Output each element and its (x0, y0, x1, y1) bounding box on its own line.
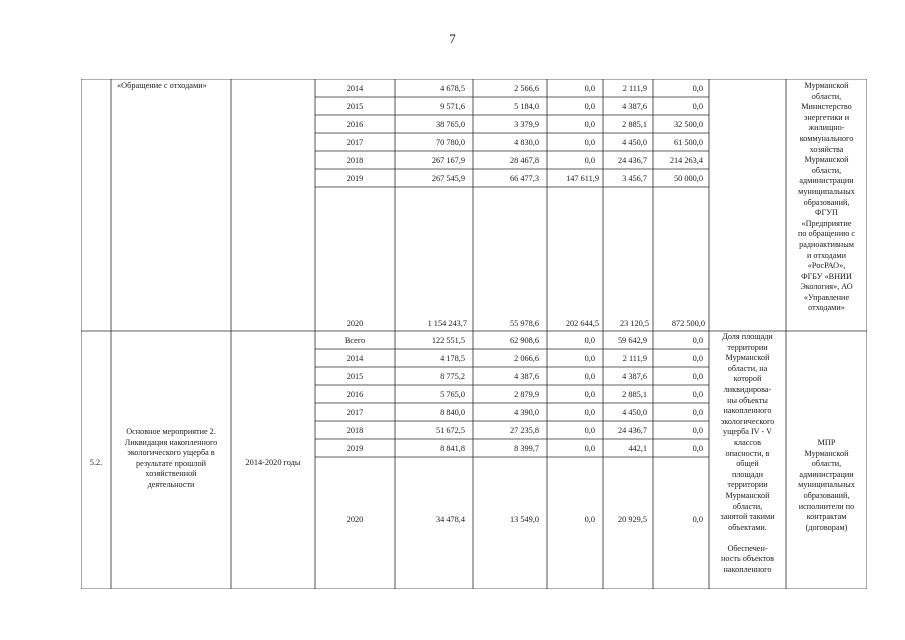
executor-line: МПР (817, 438, 836, 447)
value-cell: 8 841,8 (440, 444, 465, 453)
value-cell: 0,0 (584, 336, 595, 345)
executor-line: Мурманской (804, 155, 849, 165)
executor-line: контрактам (806, 512, 847, 522)
executor-line: по обращению с (797, 229, 855, 239)
event-name-line: хозяйственной (145, 469, 197, 479)
value-cell: 122 551,5 (431, 336, 465, 345)
value-cell: 50 000,0 (673, 174, 703, 183)
value-cell: 23 120,5 (619, 319, 649, 328)
executor-line: ФГБУ «ВНИИ (801, 271, 852, 281)
value-cell: 59 642,9 (617, 336, 647, 345)
year-cell: 2019 (346, 444, 364, 453)
indicator-line: области, (732, 501, 763, 511)
year-cell: 2019 (346, 174, 364, 183)
value-cell: 2 111,9 (622, 354, 647, 363)
value-cell: 202 644,5 (565, 319, 599, 328)
value-cell: 0,0 (692, 102, 703, 111)
value-cell: 0,0 (584, 354, 595, 363)
year-cell: 2020 (346, 319, 364, 328)
value-cell: 9 571,6 (440, 102, 465, 111)
indicators-text (711, 332, 784, 576)
executor-line: области, (811, 91, 842, 101)
indicator-line: ны объекты (727, 395, 768, 405)
executor-line: коммунального (799, 133, 854, 143)
year-cell: 2014 (346, 84, 364, 93)
executor-line: области, (811, 459, 842, 469)
value-cell: 4 678,5 (440, 84, 465, 93)
indicator-line: экологического (720, 416, 775, 426)
value-cell: 61 500,0 (673, 138, 703, 147)
indicator-line: ность объектов (721, 554, 774, 564)
indicator-line: Мурманской (725, 490, 770, 500)
executor-line: «Управление (803, 292, 850, 302)
value-cell: 0,0 (584, 444, 595, 453)
value-cell: 2 885,1 (622, 390, 647, 399)
executor-line: муниципальных (798, 480, 855, 490)
indicator-line: ликвидирова- (723, 384, 772, 394)
executor-line: «РосРАО», (807, 261, 846, 271)
year-cell: 2016 (346, 390, 364, 399)
value-cell: 4 830,0 (514, 138, 539, 147)
indicator-line: площади (731, 469, 764, 479)
value-cell: 4 450,0 (622, 408, 647, 417)
value-cell: 55 978,6 (509, 319, 539, 328)
executor-line: Министерство (801, 102, 852, 112)
value-cell: 24 436,7 (617, 426, 647, 435)
value-cell: 24 436,7 (617, 156, 647, 165)
indicator-line: опасности, в (725, 448, 770, 458)
indicator-line: накопленного (723, 565, 772, 575)
executor-line: отходами» (808, 303, 845, 313)
value-cell: 2 885,1 (622, 120, 647, 129)
year-cell: 2015 (346, 372, 364, 381)
executor-line: муниципальных (798, 186, 855, 196)
indicator-line: Доля площади (722, 332, 773, 341)
value-cell: 267 545,9 (431, 174, 465, 183)
value-cell: 0,0 (584, 120, 595, 129)
value-cell: 1 154 243,7 (427, 319, 467, 328)
executor-line: жилищно- (808, 123, 845, 133)
item-number: 5.2. (89, 458, 103, 467)
executors-text (786, 438, 867, 533)
value-cell: 28 467,8 (509, 156, 539, 165)
value-cell: 4 387,6 (622, 102, 647, 111)
executor-line: и отходами (807, 250, 846, 260)
value-cell: 20 929,5 (617, 515, 647, 524)
executors-text (786, 81, 867, 314)
value-cell: 0,0 (692, 84, 703, 93)
executor-line: исполнители по (798, 501, 855, 511)
value-cell: 0,0 (584, 372, 595, 381)
executor-line: образований, (803, 197, 850, 207)
value-cell: 27 235,8 (509, 426, 539, 435)
value-cell: 0,0 (584, 515, 595, 524)
value-cell: 8 775,2 (440, 372, 465, 381)
value-cell: 0,0 (692, 426, 703, 435)
value-cell: 2 066,6 (514, 354, 539, 363)
value-cell: 2 879,9 (514, 390, 539, 399)
indicator-line: объектами. (728, 522, 767, 532)
value-cell: 3 379,9 (514, 120, 539, 129)
event-name-line: деятельности (147, 479, 195, 489)
indicator-line: накопленного (723, 406, 772, 416)
value-cell: 2 566,6 (514, 84, 539, 93)
value-cell: 0,0 (692, 390, 703, 399)
indicator-line: области, на (727, 363, 768, 373)
value-cell: 13 549,0 (509, 515, 539, 524)
value-cell: 4 450,0 (622, 138, 647, 147)
value-cell: 0,0 (692, 354, 703, 363)
value-cell: 0,0 (692, 408, 703, 417)
event-name-line: экологического ущерба в (127, 448, 215, 458)
value-cell: 4 178,5 (440, 354, 465, 363)
value-cell: 0,0 (584, 408, 595, 417)
event-name: «Обращение с отходами» (117, 81, 207, 90)
indicator-line (711, 533, 784, 544)
indicator-line: классов (734, 437, 761, 447)
indicator-line: Мурманской (725, 353, 770, 363)
value-cell: 4 387,6 (622, 372, 647, 381)
value-cell: 3 456,7 (622, 174, 647, 183)
event-name-line: Основное мероприятие 2. (126, 427, 216, 436)
value-cell: 214 263,4 (669, 156, 703, 165)
indicator-line: которой (733, 374, 762, 384)
value-cell: 267 167,9 (431, 156, 465, 165)
page-number: 7 (449, 31, 456, 46)
year-cell: 2015 (346, 102, 364, 111)
value-cell: 66 477,3 (509, 174, 539, 183)
executor-line: Экология», АО (800, 282, 853, 292)
event-name-line: результате прошлой (136, 458, 206, 468)
executor-line: администрации (799, 469, 854, 479)
year-cell: 2014 (346, 354, 364, 363)
year-cell: Всего (344, 336, 366, 345)
year-cell: 2017 (346, 138, 364, 147)
executor-line: ФГУП (815, 208, 838, 218)
executor-line: образований, (803, 490, 850, 500)
value-cell: 32 500,0 (673, 120, 703, 129)
value-cell: 872 500,0 (671, 319, 705, 328)
value-cell: 0,0 (584, 390, 595, 399)
value-cell: 51 672,5 (435, 426, 465, 435)
executor-line: Мурманской (804, 81, 849, 90)
year-cell: 2018 (346, 156, 364, 165)
value-cell: 38 765,0 (435, 120, 465, 129)
value-cell: 8 840,0 (440, 408, 465, 417)
value-cell: 442,1 (628, 444, 647, 453)
year-cell: 2020 (346, 515, 364, 524)
value-cell: 0,0 (584, 84, 595, 93)
indicator-line: территории (727, 342, 768, 352)
value-cell: 62 908,6 (509, 336, 539, 345)
program-table (81, 79, 867, 589)
year-cell: 2016 (346, 120, 364, 129)
value-cell: 0,0 (692, 372, 703, 381)
value-cell: 0,0 (692, 515, 703, 524)
executor-line: энергетики и (803, 112, 850, 122)
indicator-line: ущерба IV - V (722, 427, 773, 437)
value-cell: 0,0 (584, 426, 595, 435)
executor-line: администрации (799, 176, 854, 186)
event-name-line: Ликвидация накопленного (124, 437, 218, 447)
value-cell: 70 780,0 (435, 138, 465, 147)
event-name (113, 427, 229, 491)
executor-line: радиоактивным (799, 239, 854, 249)
year-cell: 2017 (346, 408, 364, 417)
value-cell: 0,0 (584, 156, 595, 165)
value-cell: 0,0 (692, 444, 703, 453)
value-cell: 0,0 (584, 138, 595, 147)
executor-line: хозяйства (809, 144, 844, 154)
value-cell: 8 399,7 (514, 444, 539, 453)
year-cell: 2018 (346, 426, 364, 435)
period: 2014-2020 годы (245, 458, 301, 467)
executor-line: «Предприятие (801, 218, 852, 228)
executor-line: (договорам) (805, 522, 848, 532)
executor-line: области, (811, 165, 842, 175)
value-cell: 5 184,0 (514, 102, 539, 111)
value-cell: 4 390,0 (514, 408, 539, 417)
value-cell: 2 111,9 (622, 84, 647, 93)
value-cell: 5 765,0 (440, 390, 465, 399)
executor-line: Мурманской (804, 448, 849, 458)
indicator-line: занятой такими (720, 512, 775, 522)
value-cell: 34 478,4 (435, 515, 465, 524)
value-cell: 0,0 (584, 102, 595, 111)
indicator-line: территории (727, 480, 768, 490)
indicator-line: общей (736, 459, 759, 469)
value-cell: 147 611,9 (566, 174, 599, 183)
value-cell: 4 387,6 (514, 372, 539, 381)
indicator-line: Обеспечен- (727, 543, 768, 553)
value-cell: 0,0 (692, 336, 703, 345)
